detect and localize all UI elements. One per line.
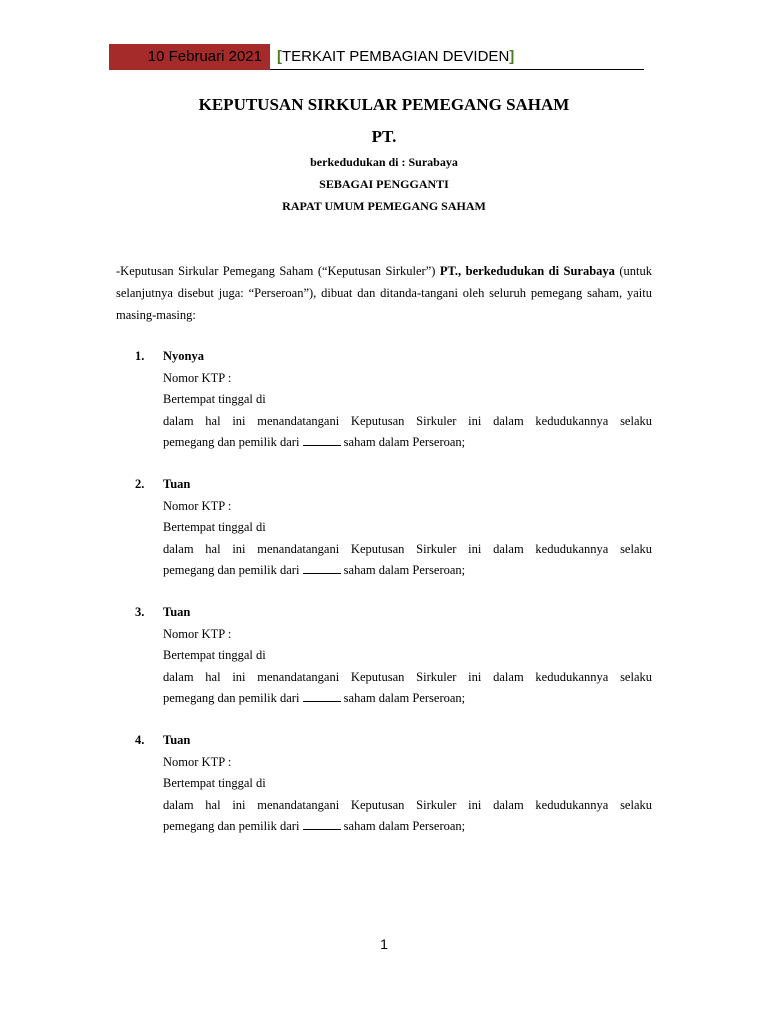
shareholder-ktp: Nomor KTP : [163,370,232,385]
meeting-line: RAPAT UMUM PEMEGANG SAHAM [282,199,486,213]
shareholder-role-line1: dalam hal ini menandatangani Keputusan Sirkuler ini dalam kedudukannya selaku [163,541,652,556]
share-count-blank [303,561,341,574]
share-count-blank [303,817,341,830]
shareholder-number: 4. [135,733,145,747]
role-line2-pre: pemegang dan pemilik dari [163,819,300,833]
shareholder-role-line1: dalam hal ini menandatangani Keputusan Sirkuler ini dalam kedudukannya selaku [163,797,652,812]
shareholder-address: Bertempat tinggal di [163,520,266,534]
intro-text-2: (untuk selanjutnya disebut juga: “Perseroan”), dibuat dan ditanda-tangani oleh seluruh pemegang saham, yaitu masing-masing: [116,264,652,322]
shareholder-role-line2 [163,432,652,454]
company-title: PT. [371,127,397,146]
intro-paragraph [116,260,652,326]
role-line2-pre: pemegang dan pemilik dari [163,563,300,577]
role-line2-post: saham dalam Perseroan; [343,563,466,577]
shareholder-number: 1. [135,349,145,363]
shareholder-title: Tuan [163,605,191,619]
share-count-blank [303,433,341,446]
shareholder-ktp: Nomor KTP : [163,626,232,641]
header-date: 10 Februari 2021 [109,44,270,70]
shareholder-title: Tuan [163,733,191,747]
shareholder-number: 2. [135,477,145,491]
page-number: 1 [380,936,388,952]
shareholder-role-line1: dalam hal ini menandatangani Keputusan Sirkuler ini dalam kedudukannya selaku [163,413,652,428]
header-bracket-open: [ [277,48,282,65]
intro-text-1: -Keputusan Sirkular Pemegang Saham (“Keputusan Sirkuler”) [116,264,440,278]
domicile-line: berkedudukan di : Surabaya [310,155,458,169]
shareholder-address: Bertempat tinggal di [163,648,266,662]
header-bracket-close: ] [509,48,515,65]
shareholder-role-line2 [163,560,652,582]
shareholder-title: Tuan [163,477,191,491]
document-header [109,44,644,70]
role-line2-post: saham dalam Perseroan; [343,691,466,705]
header-rule [270,69,644,70]
shareholder-role-line1: dalam hal ini menandatangani Keputusan Sirkuler ini dalam kedudukannya selaku [163,669,652,684]
shareholder-title: Nyonya [163,349,204,363]
shareholder-role-line2 [163,816,652,838]
role-line2-pre: pemegang dan pemilik dari [163,435,300,449]
share-count-blank [303,689,341,702]
shareholder-ktp: Nomor KTP : [163,498,232,513]
document-title: KEPUTUSAN SIRKULAR PEMEGANG SAHAM [198,95,570,114]
shareholder-number: 3. [135,605,145,619]
intro-company-bold: PT., berkedudukan di Surabaya [439,264,615,278]
substitute-line: SEBAGAI PENGGANTI [319,177,449,191]
shareholder-ktp: Nomor KTP : [163,754,232,769]
role-line2-post: saham dalam Perseroan; [343,435,466,449]
shareholder-address: Bertempat tinggal di [163,392,266,406]
header-title [277,44,514,70]
shareholder-role-line2 [163,688,652,710]
role-line2-post: saham dalam Perseroan; [343,819,466,833]
role-line2-pre: pemegang dan pemilik dari [163,691,300,705]
shareholder-address: Bertempat tinggal di [163,776,266,790]
header-title-text: TERKAIT PEMBAGIAN DEVIDEN [282,48,510,65]
